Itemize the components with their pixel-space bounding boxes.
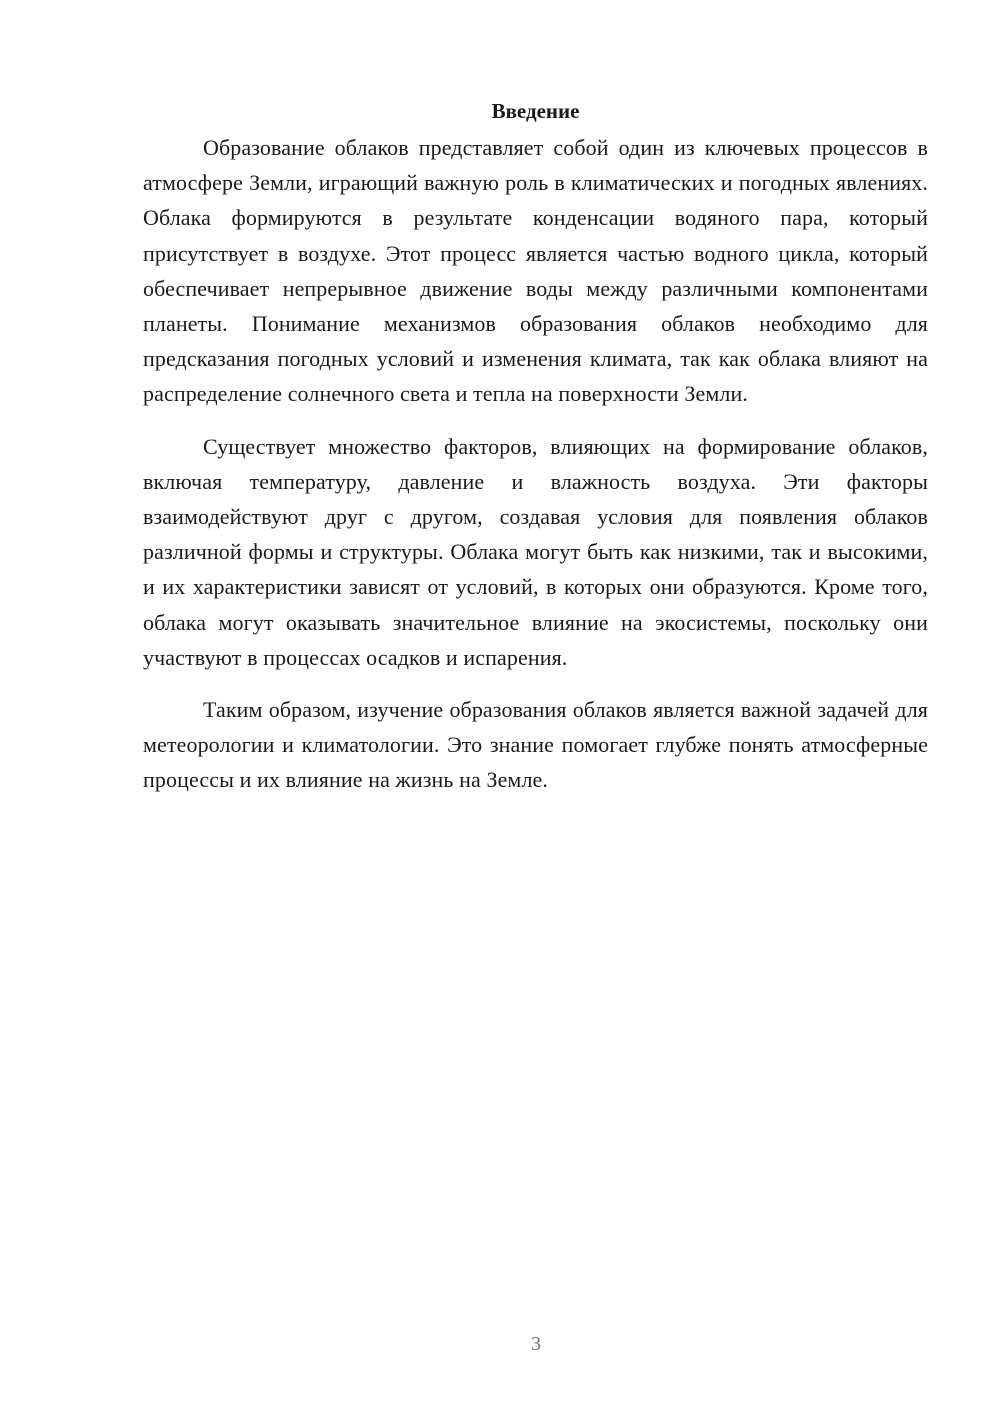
paragraph-2: Существует множество факторов, влияющих на формирование облаков, включая температуру, давление и влажность воздуха. Эти факторы взаимодействуют друг с другом, создавая условия для появления облаков различной формы и структуры. Облака могут быть как низкими, так и высокими, и их характеристики зависят от условий, в которых они образуются. Кроме того, облака могут оказывать значительное влияние на экосистемы, поскольку они участвуют в процессах осадков и испарения. — [143, 433, 928, 670]
paragraph-3: Таким образом, изучение образования облаков является важной задачей для метеорологии и климатологии. Это знание помогает глубже понять атмосферные процессы и их влияние на жизнь на Земле. — [143, 697, 928, 793]
section-title: Введение — [491, 99, 580, 123]
paragraph-1: Образование облаков представляет собой один из ключевых процессов в атмосфере Земли, играющий важную роль в климатических и погодных явлениях. Облака формируются в результате конденсации водяного пара, который присутствует в воздухе. Этот процесс является частью водного цикла, который обеспечивает непрерывное движение воды между различными компонентами планеты. Понимание механизмов образования облаков необходимо для предсказания погодных условий и изменения климата, так как облака влияют на распределение солнечного света и тепла на поверхности Земли. — [143, 135, 928, 407]
page-content — [143, 96, 928, 815]
page-number: 3 — [531, 1333, 541, 1355]
